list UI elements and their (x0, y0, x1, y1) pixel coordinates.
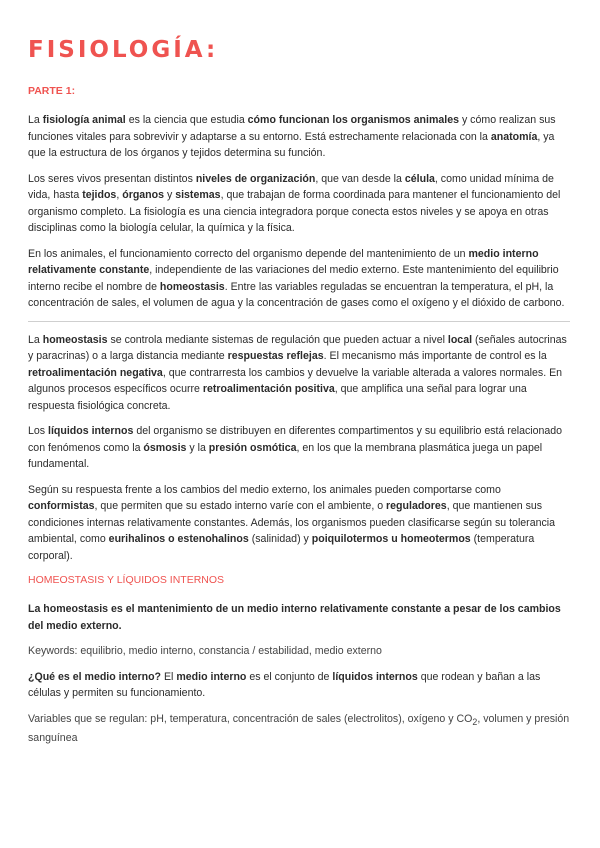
paragraph-internal-fluids: Los líquidos internos del organismo se distribuyen en diferentes compartimentos y su equilibrio está relacionado con fenómenos como la ósmosis y la presión osmótica, en los que la membrana plasmática juega un papel fundamental. (28, 425, 563, 470)
keywords: Keywords: equilibrio, medio interno, constancia / estabilidad, medio externo (28, 645, 382, 657)
regulated-variables: Variables que se regulan: pH, temperatura, concentración de sales (electrolitos), oxígeno y $CO_2$, volumen y presión sanguínea (28, 712, 570, 745)
section-heading-homeostasis: HOMEOSTASIS Y LÍQUIDOS INTERNOS (28, 574, 225, 586)
page-title: FISIOLOGÍA: (28, 37, 219, 63)
section-divider (28, 321, 570, 322)
question-internal-medium: ¿Qué es el medio interno? El medio interno es el conjunto de líquidos internos que rodean y bañan a las células y permiten su funcionamiento. (28, 670, 541, 699)
part-label: PARTE 1: (28, 85, 76, 97)
paragraph-intro: La fisiología animal es la ciencia que estudia cómo funcionan los organismos animales y cómo realizan sus funciones vitales para sobrevivir y adaptarse a su entorno. Está estrechamente relacionada con la anatomía, ya que la estructura de los órganos y tejidos determina su función. (28, 114, 556, 159)
paragraph-levels: Los seres vivos presentan distintos niveles de organización, que van desde la célula, como unidad mínima de vida, hasta tejidos, órganos y sistemas, que trabajan de forma coordinada para mantener el funcionamiento del organismo completo. La fisiología es una ciencia integradora porque conecta estos niveles y se apoya en otras disciplinas como la biología celular, la química y la física. (28, 172, 561, 234)
paragraph-conformists-regulators: Según su respuesta frente a los cambios del medio externo, los animales pueden comportarse como conformistas, que permiten que su estado interno varíe con el ambiente, o reguladores, que mantienen sus condiciones internas relativamente constantes. Además, los organismos pueden clasificarse según su tolerancia ambiental, como eurihalinos o estenohalinos (salinidad) y poiquilotermos u homeotermos (temperatura corporal). (28, 483, 556, 562)
definition: La homeostasis es el mantenimiento de un medio interno relativamente constante a pesar de los cambios del medio externo. (28, 603, 561, 632)
paragraph-homeostasis-control: La homeostasis se controla mediante sistemas de regulación que pueden actuar a nivel local (señales autocrinas y paracrinas) o a larga distancia mediante respuestas reflejas. El mecanismo más importante de control es la retroalimentación negativa, que contrarresta los cambios y devuelve la variable alterada a valores normales. En algunos procesos específicos ocurre retroalimentación positiva, que amplifica una señal para lograr una respuesta fisiológica concreta. (28, 333, 567, 412)
paragraph-internal-medium: En los animales, el funcionamiento correcto del organismo depende del mantenimiento de un medio interno relativamente constante, independiente de las variaciones del medio externo. Este mantenimiento del equilibrio interno recibe el nombre de homeostasis. Entre las variables reguladas se encuentran la temperatura, el pH, la concentración de sales, el volumen de agua y la concentración de gases como el oxígeno y el dióxido de carbono. (28, 247, 565, 309)
